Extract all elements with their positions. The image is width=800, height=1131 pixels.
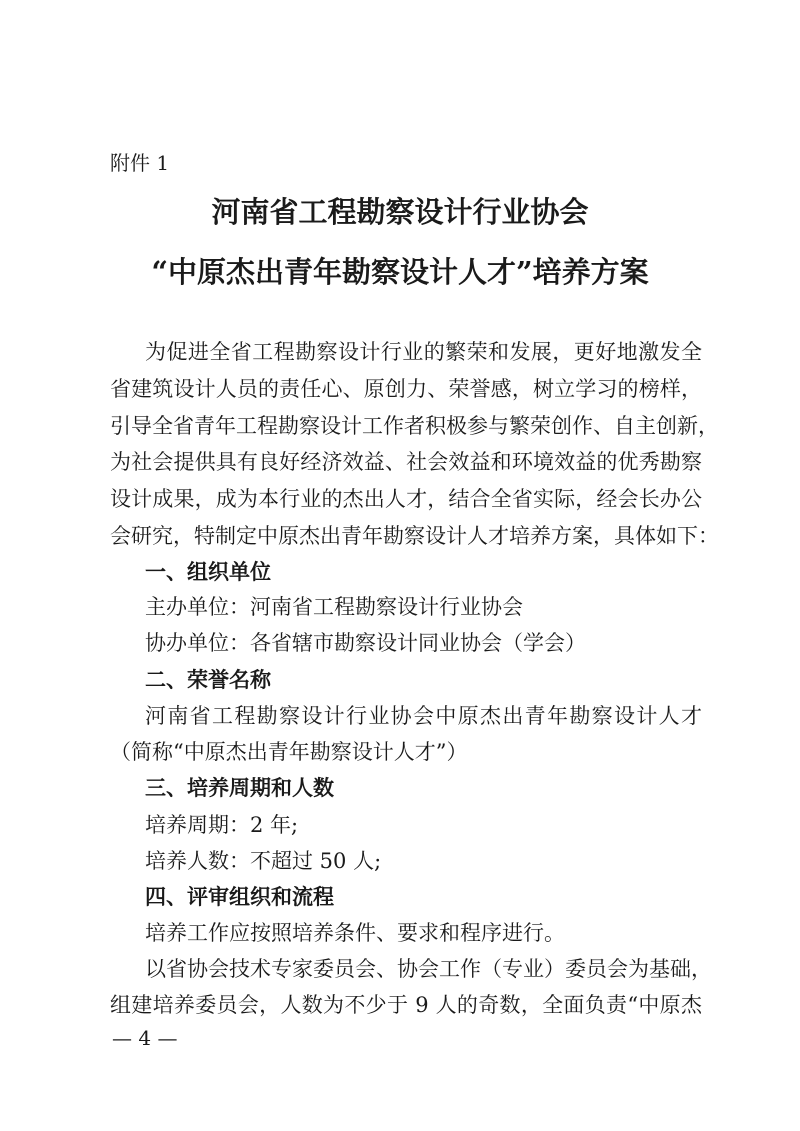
- paragraph-line: 培养周期：2 年;: [145, 813, 299, 837]
- document-title-line-1: 河南省工程勘察设计行业协会: [211, 195, 589, 229]
- section-heading: 四、评审组织和流程: [145, 885, 334, 909]
- paragraph-line: 河南省工程勘察设计行业协会中原杰出青年勘察设计人才: [145, 704, 702, 728]
- paragraph-line: 以省协会技术专家委员会、协会工作（专业）委员会为基础，: [145, 957, 712, 981]
- section-heading: 一、组织单位: [145, 560, 271, 584]
- paragraph-line: 培养人数：不超过 50 人;: [145, 849, 382, 873]
- paragraph-line: 省建筑设计人员的责任心、原创力、荣誉感，树立学习的榜样，: [110, 377, 702, 401]
- document-title-line-2: “中原杰出青年勘察设计人才”培养方案: [151, 255, 649, 289]
- attachment-label: 附件 1: [110, 151, 170, 175]
- paragraph-line: 组建培养委员会，人数为不少于 9 人的奇数，全面负责“中原杰: [110, 993, 702, 1017]
- paragraph-line: （简称“中原杰出青年勘察设计人才”）: [110, 740, 468, 764]
- paragraph-line: 为促进全省工程勘察设计行业的繁荣和发展，更好地激发全: [145, 340, 702, 364]
- paragraph-line: 会研究，特制定中原杰出青年勘察设计人才培养方案，具体如下：: [110, 524, 719, 548]
- page-number: — 4 —: [112, 1026, 178, 1050]
- paragraph-line: 培养工作应按照培养条件、要求和程序进行。: [145, 921, 565, 945]
- paragraph-line: 协办单位：各省辖市勘察设计同业协会（学会）: [145, 631, 586, 655]
- paragraph-line: 主办单位：河南省工程勘察设计行业协会: [145, 595, 523, 619]
- section-heading: 三、培养周期和人数: [145, 776, 334, 800]
- paragraph-line: 引导全省青年工程勘察设计工作者积极参与繁荣创作、自主创新，: [110, 414, 719, 438]
- paragraph-line: 为社会提供具有良好经济效益、社会效益和环境效益的优秀勘察: [110, 450, 702, 474]
- section-heading: 二、荣誉名称: [145, 668, 271, 692]
- paragraph-line: 设计成果，成为本行业的杰出人才，结合全省实际，经会长办公: [110, 487, 702, 511]
